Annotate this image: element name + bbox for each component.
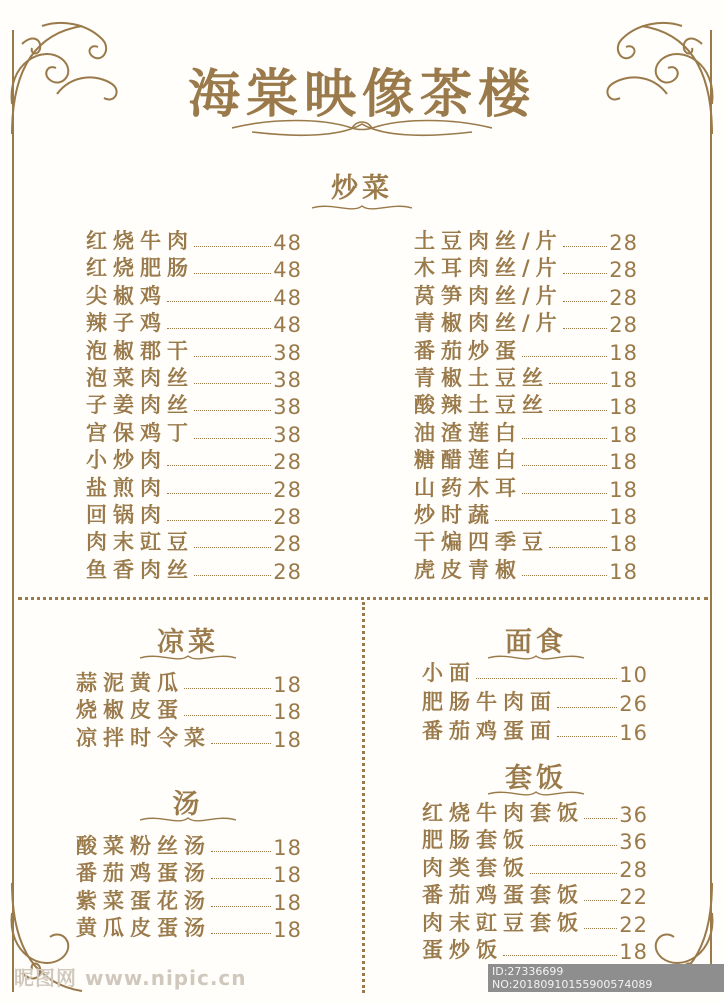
menu-item-price: 38	[273, 368, 302, 392]
title-flourish-icon	[232, 116, 492, 138]
menu-item	[86, 393, 302, 419]
menu-item-name: 肥肠牛肉面	[422, 690, 557, 714]
menu-item	[414, 530, 638, 556]
dotted-leader	[211, 851, 271, 852]
dotted-leader	[211, 878, 271, 879]
dotted-leader	[211, 933, 271, 934]
dotted-leader	[194, 356, 271, 357]
menu-item-price: 28	[609, 285, 638, 310]
menu-item-name: 回锅肉	[86, 503, 167, 527]
menu-item-price: 18	[609, 368, 638, 392]
menu-item-price: 28	[273, 505, 302, 529]
dotted-leader	[194, 547, 271, 548]
menu-item-price: 18	[609, 477, 638, 502]
section-title-tang: 汤	[172, 789, 204, 820]
menu-item-price: 18	[273, 727, 302, 752]
dotted-leader	[549, 410, 607, 411]
section-flourish-icon	[140, 812, 236, 826]
dotted-leader	[563, 301, 608, 302]
menu-item-price: 28	[609, 313, 638, 338]
menu-item	[86, 558, 302, 584]
dotted-leader	[211, 906, 271, 907]
dotted-leader	[563, 273, 608, 274]
menu-item-price: 28	[609, 231, 638, 255]
menu-item-price: 18	[273, 890, 302, 915]
menu-item-price: 36	[619, 803, 648, 827]
menu-item-name: 肥肠套饭	[422, 828, 530, 853]
menu-item	[86, 311, 302, 337]
menu-item	[86, 421, 302, 447]
menu-item	[414, 339, 638, 365]
menu-item-price: 18	[609, 532, 638, 557]
menu-item-price: 18	[609, 505, 638, 529]
menu-item-price: 38	[273, 395, 302, 420]
menu-item-name: 蒜泥黄瓜	[76, 671, 184, 695]
dotted-leader	[184, 715, 271, 716]
menu-item-name: 番茄鸡蛋套饭	[422, 883, 584, 908]
menu-item	[76, 671, 302, 697]
section-flourish-icon	[140, 650, 236, 664]
dotted-leader	[584, 818, 617, 819]
menu-item	[86, 503, 302, 529]
menu-item-name: 蛋炒饭	[422, 938, 503, 962]
menu-item-name: 烧椒皮蛋	[76, 698, 184, 723]
menu-item-name: 泡菜肉丝	[86, 366, 194, 390]
menu-item	[86, 530, 302, 556]
menu-item	[422, 938, 648, 964]
menu-item-price: 28	[609, 258, 638, 283]
dotted-leader	[563, 246, 608, 247]
section-flourish-icon	[312, 200, 412, 214]
section-title-mianshi: 面食	[505, 627, 567, 658]
dotted-leader	[194, 410, 271, 411]
menu-item-price: 38	[273, 340, 302, 365]
menu-item-price: 18	[609, 395, 638, 420]
menu-item-price: 48	[273, 313, 302, 338]
dotted-leader	[495, 520, 607, 521]
menu-item-price: 18	[609, 422, 638, 447]
menu-item	[422, 883, 648, 909]
menu-item	[86, 476, 302, 502]
menu-item-name: 凉拌时令菜	[76, 725, 211, 750]
menu-item	[86, 448, 302, 474]
menu-item	[422, 828, 648, 854]
dotted-leader	[503, 955, 617, 956]
menu-item-name: 小炒肉	[86, 448, 167, 473]
menu-item-name: 青椒肉丝/片	[414, 311, 563, 336]
menu-item-price: 48	[273, 285, 302, 310]
menu-item-name: 番茄炒蛋	[414, 338, 522, 363]
dotted-leader	[167, 301, 271, 302]
menu-item-name: 干煸四季豆	[414, 530, 549, 555]
menu-item	[422, 661, 648, 687]
dotted-leader	[194, 246, 271, 247]
menu-item-name: 尖椒鸡	[86, 283, 167, 308]
menu-item-name: 宫保鸡丁	[86, 420, 194, 445]
menu-item-name: 泡椒郡干	[86, 338, 194, 363]
dotted-leader	[549, 547, 607, 548]
menu-item-price: 18	[609, 559, 638, 584]
menu-item	[76, 698, 302, 724]
menu-item-name: 番茄鸡蛋面	[422, 719, 557, 743]
dotted-leader	[167, 520, 271, 521]
menu-item-price: 38	[273, 422, 302, 447]
menu-item-name: 辣子鸡	[86, 311, 167, 336]
dotted-leader	[476, 678, 617, 679]
menu-item	[76, 889, 302, 915]
menu-item-name: 虎皮青椒	[414, 557, 522, 582]
menu-item-price: 18	[609, 340, 638, 365]
menu-item	[86, 339, 302, 365]
dotted-leader	[563, 328, 608, 329]
dotted-leader	[530, 845, 617, 846]
dotted-leader	[194, 575, 271, 576]
watermark-logo: 昵图网 www.nipic.cn	[14, 966, 247, 990]
menu-item-price: 28	[619, 857, 648, 882]
dotted-leader	[530, 873, 617, 874]
dotted-leader	[194, 383, 271, 384]
menu-item	[76, 834, 302, 860]
menu-item	[414, 393, 638, 419]
menu-item-price: 48	[273, 258, 302, 283]
menu-item	[414, 421, 638, 447]
menu-item	[414, 311, 638, 337]
menu-item-price: 18	[273, 673, 302, 697]
menu-item-price: 26	[619, 692, 648, 716]
menu-item-name: 肉末豇豆套饭	[422, 910, 584, 935]
dotted-leader	[211, 743, 271, 744]
vertical-divider	[362, 602, 365, 993]
menu-item-name: 鱼香肉丝	[86, 557, 194, 582]
menu-item-name: 红烧牛肉套饭	[422, 801, 584, 825]
menu-item	[86, 256, 302, 282]
dotted-leader	[584, 900, 617, 901]
dotted-leader	[522, 575, 607, 576]
menu-item-name: 黄瓜皮蛋汤	[76, 916, 211, 941]
menu-item	[422, 719, 648, 745]
menu-item-name: 肉类套饭	[422, 855, 530, 880]
menu-item-name: 莴笋肉丝/片	[414, 283, 563, 308]
menu-item	[422, 856, 648, 882]
menu-item-name: 木耳肉丝/片	[414, 256, 563, 281]
section-title-chaocai: 炒菜	[331, 173, 393, 204]
dotted-leader	[167, 493, 271, 494]
menu-item	[422, 690, 648, 716]
dotted-leader	[184, 688, 271, 689]
dotted-leader	[557, 736, 617, 737]
dotted-leader	[194, 438, 271, 439]
menu-item-name: 土豆肉丝/片	[414, 229, 563, 253]
menu-item-price: 22	[619, 885, 648, 910]
menu-item	[414, 366, 638, 392]
menu-item-name: 山药木耳	[414, 475, 522, 500]
menu-item-name: 肉末豇豆	[86, 530, 194, 555]
menu-item-price: 28	[273, 477, 302, 502]
menu-item	[414, 229, 638, 255]
menu-item	[414, 256, 638, 282]
menu-item-price: 28	[273, 450, 302, 475]
menu-item-price: 28	[273, 532, 302, 557]
watermark-id: ID:27336699 NO:20180910155900574089	[488, 964, 724, 992]
menu-item	[76, 861, 302, 887]
menu-item	[414, 558, 638, 584]
menu-item	[414, 503, 638, 529]
menu-item-name: 炒时蔬	[414, 503, 495, 527]
menu-item	[86, 366, 302, 392]
menu-item-name: 子姜肉丝	[86, 393, 194, 418]
dotted-leader	[584, 928, 617, 929]
menu-item-price: 28	[273, 559, 302, 584]
menu-item	[422, 911, 648, 937]
menu-item-price: 10	[619, 663, 648, 687]
dotted-leader	[549, 383, 607, 384]
menu-item	[414, 284, 638, 310]
dotted-leader	[522, 438, 607, 439]
menu-item-price: 36	[619, 830, 648, 855]
menu-item-price: 22	[619, 912, 648, 937]
menu-item	[414, 476, 638, 502]
menu-item-price: 18	[273, 836, 302, 860]
dotted-leader	[522, 356, 607, 357]
dotted-leader	[522, 465, 607, 466]
dotted-leader	[167, 465, 271, 466]
menu-item-price: 48	[273, 231, 302, 255]
menu-item	[76, 726, 302, 752]
menu-item-name: 小面	[422, 661, 476, 685]
dotted-leader	[194, 273, 271, 274]
menu-item-name: 番茄鸡蛋汤	[76, 861, 211, 886]
menu-item-name: 酸辣土豆丝	[414, 393, 549, 418]
menu-item	[414, 448, 638, 474]
menu-item-price: 18	[609, 450, 638, 475]
menu-item-price: 16	[619, 721, 648, 745]
section-title-liangcai: 凉菜	[157, 627, 219, 658]
page-title: 海棠映像茶楼	[187, 65, 536, 125]
dotted-leader	[557, 707, 617, 708]
dotted-leader	[167, 328, 271, 329]
menu-item-price: 18	[273, 700, 302, 725]
menu-item	[76, 916, 302, 942]
menu-item	[422, 801, 648, 827]
dotted-leader	[522, 493, 607, 494]
menu-item	[86, 284, 302, 310]
menu-item-price: 18	[273, 863, 302, 888]
menu-item-name: 盐煎肉	[86, 475, 167, 500]
menu-item-price: 18	[273, 918, 302, 943]
menu-item-name: 油渣莲白	[414, 420, 522, 445]
menu-item-name: 红烧牛肉	[86, 229, 194, 253]
horizontal-divider	[18, 597, 708, 600]
menu-item-name: 红烧肥肠	[86, 256, 194, 281]
menu-item-price: 18	[619, 940, 648, 964]
menu-item-name: 糖醋莲白	[414, 448, 522, 473]
menu-item	[86, 229, 302, 255]
menu-item-name: 紫菜蛋花汤	[76, 888, 211, 913]
menu-item-name: 青椒土豆丝	[414, 366, 549, 390]
menu-item-name: 酸菜粉丝汤	[76, 834, 211, 858]
section-title-taofan: 套饭	[505, 763, 567, 794]
